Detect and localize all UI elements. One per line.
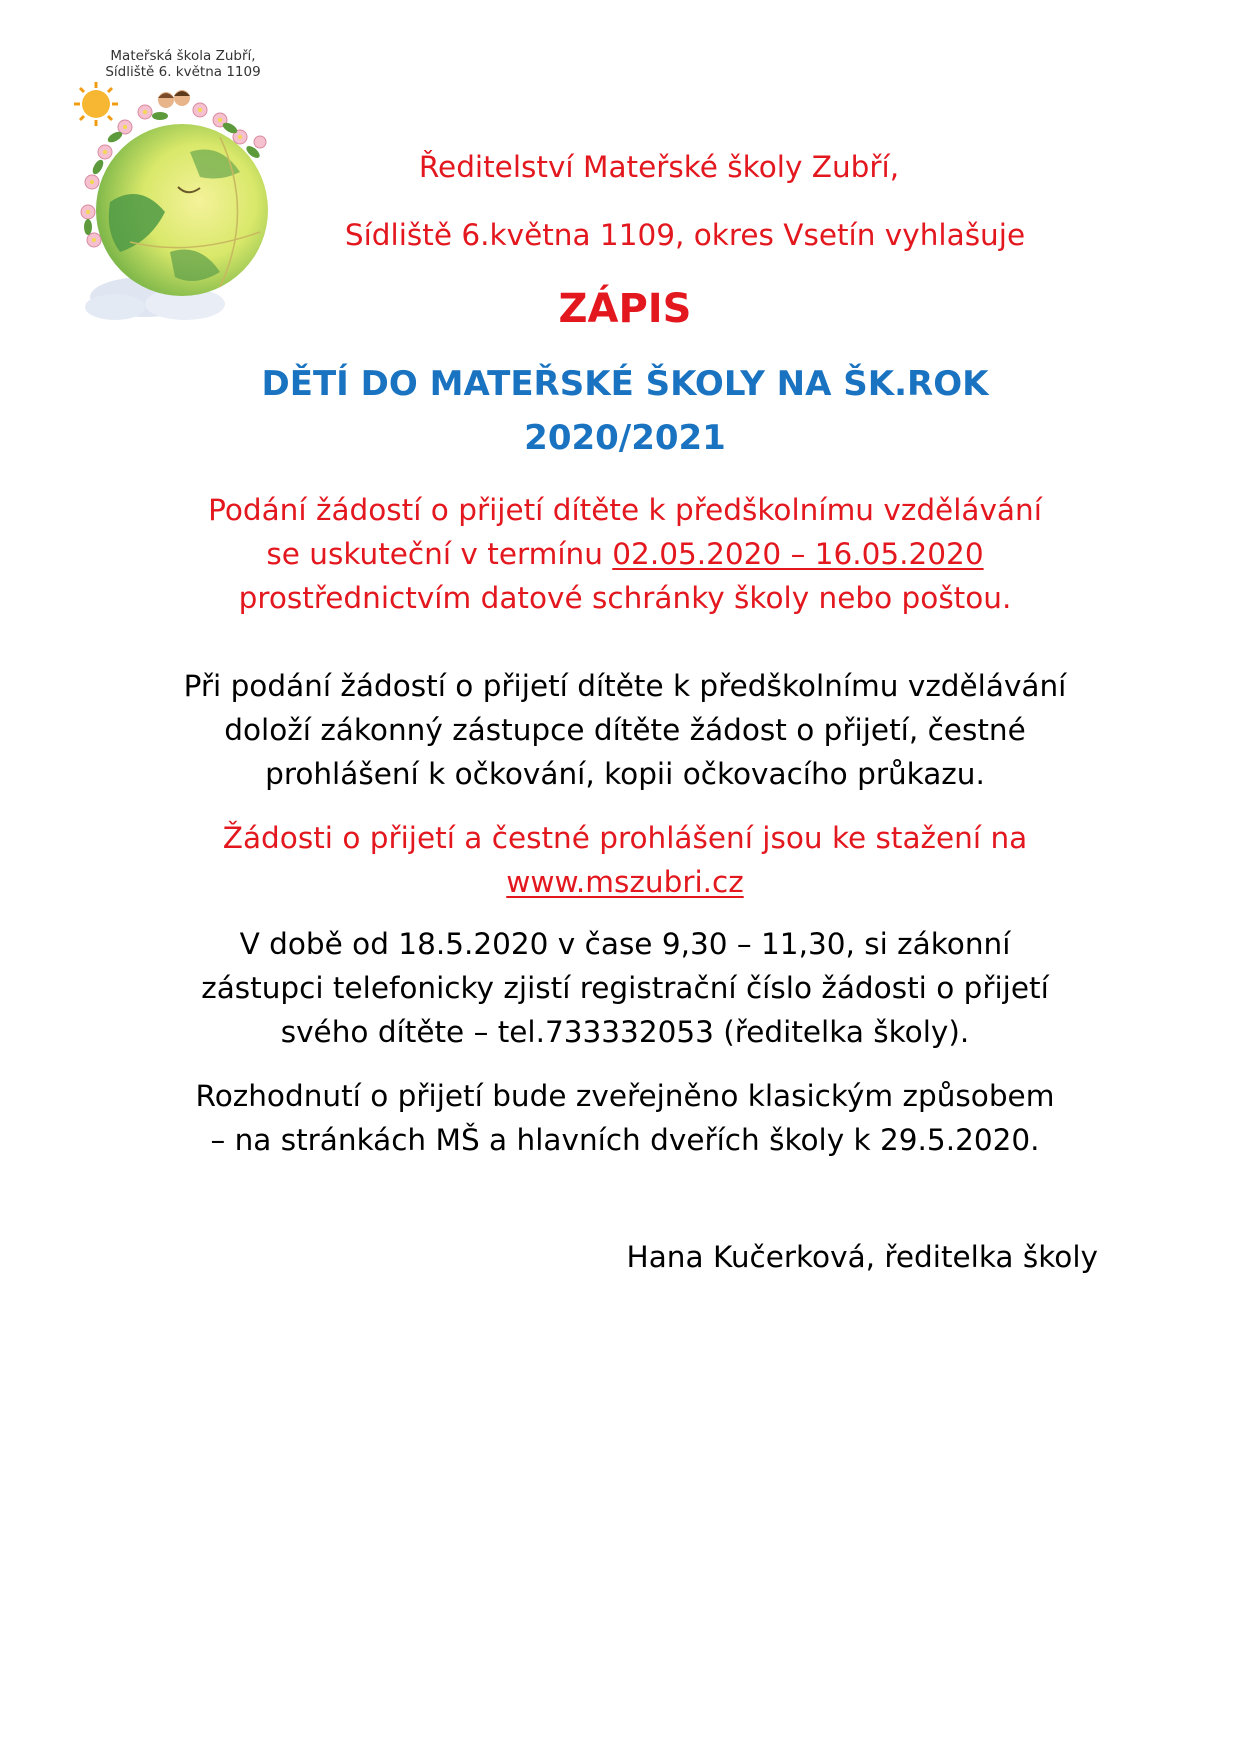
download-link-row: [0, 860, 1240, 904]
subtitle-line2: 2020/2021: [524, 418, 726, 458]
logo-caption-line1: Mateřská škola Zubří,: [110, 48, 256, 64]
website-link[interactable]: www.mszubri.cz: [506, 865, 744, 899]
registration-line3: svého dítěte – tel.733332053 (ředitelka školy).: [280, 1015, 970, 1049]
registration-line1: V době od 18.5.2020 v čase 9,30 – 11,30, si zákonní: [239, 927, 1011, 961]
zapis-title: ZÁPIS: [558, 286, 692, 332]
submission-line2-prefix: se uskuteční v termínu: [266, 537, 613, 571]
documents-line3: prohlášení k očkování, kopii očkovacího průkazu.: [265, 757, 985, 791]
decision-line2: – na stránkách MŠ a hlavních dveřích školy k 29.5.2020.: [210, 1123, 1040, 1157]
submission-line3: prostřednictvím datové schránky školy nebo poštou.: [238, 581, 1012, 615]
logo-caption: [88, 48, 278, 80]
submission-line1: Podání žádostí o přijetí dítěte k předškolnímu vzdělávání: [208, 493, 1042, 527]
header-line2: Sídliště 6.května 1109, okres Vsetín vyhlašuje: [344, 218, 1026, 252]
header-line1: Ředitelství Mateřské školy Zubří,: [418, 150, 900, 184]
documents-line2: doloží zákonný zástupce dítěte žádost o přijetí, čestné: [224, 713, 1026, 747]
subtitle-line1: DĚTÍ DO MATEŘSKÉ ŠKOLY NA ŠK.ROK: [261, 364, 989, 404]
documents-line1: Při podání žádostí o přijetí dítěte k předškolnímu vzdělávání: [183, 669, 1067, 703]
logo-caption-line2: Sídliště 6. května 1109: [105, 64, 261, 80]
registration-line2: zástupci telefonicky zjistí registrační číslo žádosti o přijetí: [201, 971, 1049, 1005]
signature: Hana Kučerková, ředitelka školy: [626, 1240, 1098, 1274]
submission-dates: 02.05.2020 – 16.05.2020: [612, 537, 984, 571]
decision-line1: Rozhodnutí o přijetí bude zveřejněno klasickým způsobem: [195, 1079, 1055, 1113]
download-line1: Žádosti o přijetí a čestné prohlášení jsou ke stažení na: [222, 821, 1028, 855]
submission-line2: [0, 532, 1240, 576]
